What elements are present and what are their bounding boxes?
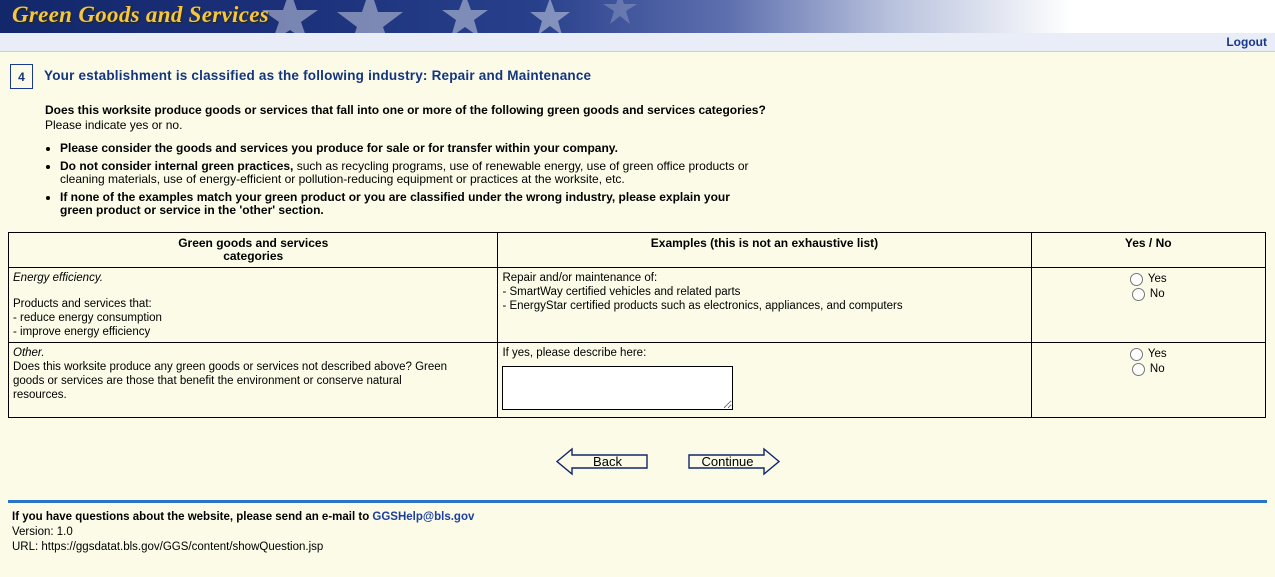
- top-utility-bar: [0, 33, 1275, 52]
- back-button[interactable]: [556, 446, 648, 477]
- column-header-examples: Examples (this is not an exhaustive list): [498, 232, 1031, 267]
- question-heading: Your establishment is classified as the following industry: Repair and Maintenance: [44, 68, 592, 83]
- radio-group-other: [1130, 346, 1167, 378]
- examples-line1: If yes, please describe here:: [502, 346, 647, 359]
- table-header-row: [9, 232, 1266, 267]
- category-body-line2: - reduce energy consumption: [13, 311, 162, 324]
- yesno-cell-other: [1031, 342, 1265, 417]
- radio-other-no[interactable]: [1132, 363, 1145, 376]
- examples-line3: - EnergyStar certified products such as electronics, appliances, and computers: [502, 299, 903, 312]
- table-row: [9, 267, 1266, 342]
- continue-button[interactable]: [688, 446, 780, 477]
- radio-other-yes[interactable]: [1130, 348, 1143, 361]
- radio-option-yes-other[interactable]: [1130, 348, 1167, 361]
- flag-stars-decoration: [250, 0, 670, 33]
- category-body-line3: - improve energy efficiency: [13, 325, 151, 338]
- radio-label-energy-no[interactable]: No: [1149, 288, 1165, 300]
- column-header-yesno: Yes / No: [1031, 232, 1265, 267]
- radio-option-no-energy[interactable]: [1130, 288, 1167, 301]
- examples-cell-energy-efficiency: [498, 267, 1031, 342]
- logout-link[interactable]: Logout: [1226, 35, 1267, 49]
- footer-contact-line: [12, 510, 1275, 525]
- navigation-buttons: [0, 446, 1275, 477]
- category-cell-energy-efficiency: [9, 267, 498, 342]
- bullet-bold-0: Please consider the goods and services you produce for sale or for transfer within your company.: [60, 141, 618, 155]
- radio-label-other-no[interactable]: No: [1149, 363, 1165, 375]
- radio-option-yes-energy[interactable]: [1130, 273, 1167, 286]
- footer-url: URL: https://ggsdatat.bls.gov/GGS/content/showQuestion.jsp: [12, 540, 324, 553]
- footer-version: Version: 1.0: [12, 525, 73, 538]
- prompt-light-text: Please indicate yes or no.: [45, 118, 183, 132]
- list-item: [60, 160, 760, 187]
- footer-contact-text: If you have questions about the website, please send an e-mail to: [12, 510, 373, 523]
- column-header-categories-line1: Green goods and services: [178, 235, 329, 250]
- radio-energy-yes[interactable]: [1130, 273, 1143, 286]
- prompt-bold-text: Does this worksite produce goods or services that fall into one or more of the following green goods and services categories?: [45, 103, 766, 117]
- question-prompt: [45, 103, 775, 133]
- examples-line1: Repair and/or maintenance of:: [502, 271, 658, 284]
- radio-energy-no[interactable]: [1132, 288, 1145, 301]
- category-title-energy-efficiency: Energy efficiency.: [13, 271, 103, 284]
- question-number: 4: [10, 64, 33, 89]
- category-body-line3: resources.: [13, 388, 67, 401]
- table-row: [9, 342, 1266, 417]
- radio-label-energy-yes[interactable]: Yes: [1147, 273, 1167, 285]
- bullet-bold-2: If none of the examples match your green product or you are classified under the wrong industry, please explain your green product or service in the 'other' section.: [60, 189, 730, 217]
- list-item: [60, 191, 760, 218]
- page-title: Green Goods and Services: [12, 2, 269, 27]
- category-cell-other: [9, 342, 498, 417]
- describe-textarea[interactable]: [502, 366, 733, 410]
- question-header: [0, 52, 1275, 89]
- instruction-list: [60, 142, 760, 218]
- column-header-categories: [9, 232, 498, 267]
- category-title-other: Other.: [13, 346, 45, 359]
- column-header-categories-line2: categories: [223, 248, 284, 263]
- category-body-line1: Products and services that:: [13, 297, 152, 310]
- category-body-line1: Does this worksite produce any green goods or services not described above? Green: [13, 360, 448, 373]
- page-footer: [12, 510, 1275, 555]
- continue-button-label[interactable]: Continue: [701, 453, 754, 469]
- yesno-cell-energy-efficiency: [1031, 267, 1265, 342]
- examples-line2: - SmartWay certified vehicles and related parts: [502, 285, 741, 298]
- spacer: [13, 285, 493, 297]
- footer-divider: [8, 500, 1267, 503]
- radio-group-energy-efficiency: [1130, 271, 1167, 303]
- support-email-link[interactable]: GGSHelp@bls.gov: [372, 510, 475, 523]
- examples-cell-other: [498, 342, 1031, 417]
- green-goods-table: [8, 232, 1266, 418]
- list-item: [60, 142, 760, 156]
- radio-option-no-other[interactable]: [1130, 363, 1167, 376]
- bullet-normal-1: such as recycling programs, use of renewable energy, use of green office products or cleaning materials, use of energy-efficient or pollution-reducing equipment or practices at the worksite, etc.: [60, 158, 749, 186]
- site-banner: [0, 0, 1275, 33]
- radio-label-other-yes[interactable]: Yes: [1147, 348, 1167, 360]
- bullet-bold-1: Do not consider internal green practices,: [60, 158, 294, 173]
- category-body-line2: goods or services are those that benefit the environment or conserve natural: [13, 374, 402, 387]
- back-button-label[interactable]: Back: [593, 453, 622, 469]
